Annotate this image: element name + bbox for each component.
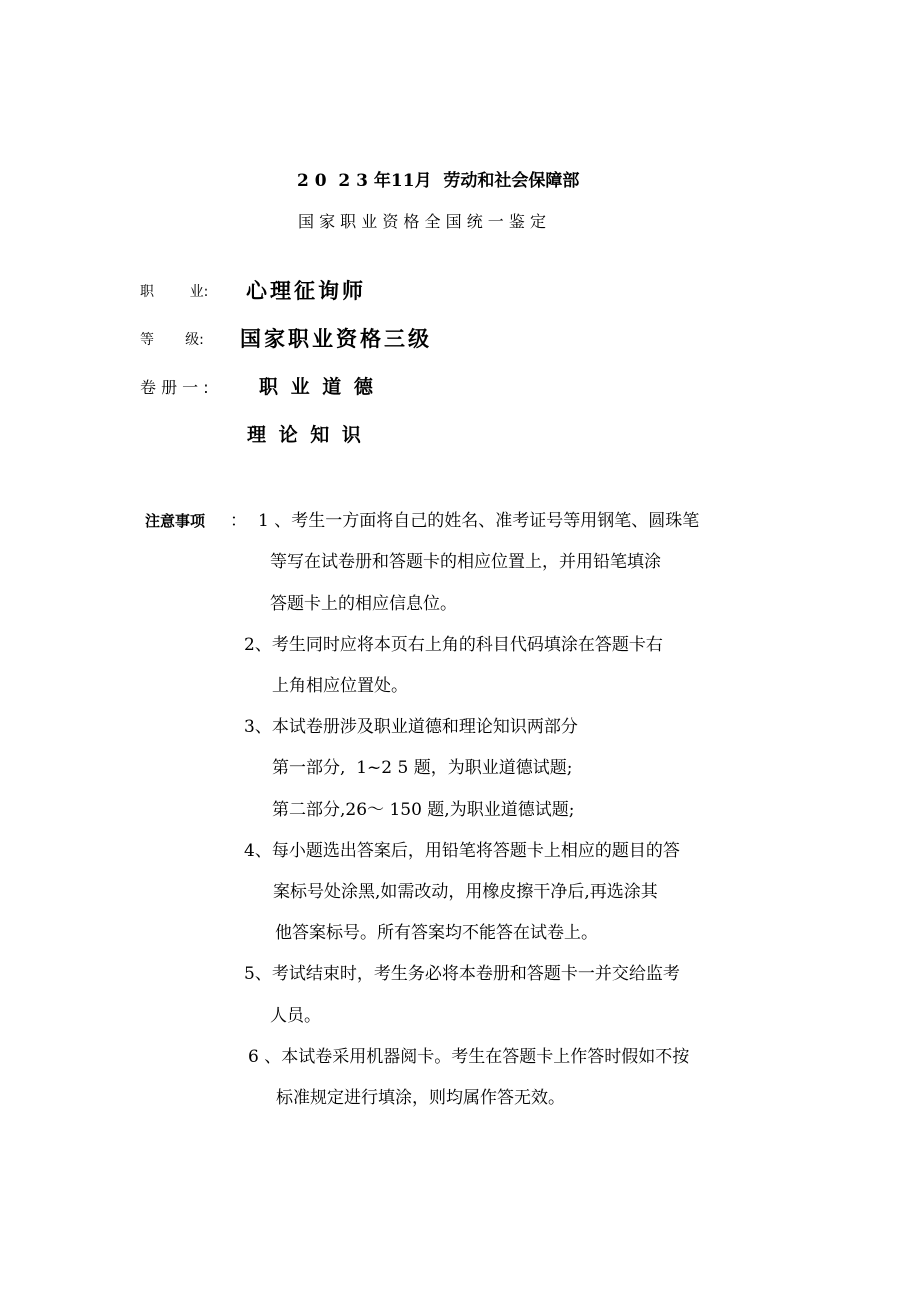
- note-line: 第一部分, 1~2 5 题，为职业道德试题;: [272, 758, 573, 778]
- volume-value-1: 职 业 道 德: [259, 376, 376, 398]
- note-line: 案标号处涂黑,如需改动，用橡皮擦干净后,再选涂其: [273, 882, 658, 902]
- level-value: 国家职业资格三级: [240, 327, 432, 351]
- note-line: 等写在试卷册和答题卡的相应位置上，并用铅笔填涂: [270, 552, 661, 572]
- volume-value-2: 理 论 知 识: [247, 424, 364, 446]
- note-line: 上角相应位置处。: [272, 676, 408, 696]
- note-line: 他答案标号。所有答案均不能答在试卷上。: [275, 923, 598, 943]
- note-line: 人员。: [270, 1006, 321, 1026]
- note-line: 5、考试结束时，考生务必将本卷册和答题卡一并交给监考: [244, 964, 680, 984]
- occupation-value: 心理征询师: [246, 279, 366, 303]
- note-line: 第二部分,26～ 150 题,为职业道德试题;: [272, 800, 575, 820]
- notes-colon: ：: [230, 511, 247, 531]
- occupation-label: 职 业:: [140, 284, 209, 300]
- note-line: 2、考生同时应将本页右上角的科目代码填涂在答题卡右: [244, 635, 663, 655]
- level-label: 等 级:: [140, 332, 204, 348]
- header-line-1: 2 0 2 3 年11月 劳动和社会保障部: [297, 171, 580, 191]
- volume-label: 卷 册 一 :: [140, 378, 209, 397]
- notes-title: 注意事项: [145, 512, 206, 530]
- note-line: 4、每小题选出答案后，用铅笔将答题卡上相应的题目的答: [244, 841, 680, 861]
- note-line: 6 、本试卷采用机器阅卡。考生在答题卡上作答时假如不按: [248, 1047, 690, 1067]
- note-line: 1 、考生一方面将自己的姓名、准考证号等用钢笔、圆珠笔: [258, 511, 700, 531]
- header-line-2: 国 家 职 业 资 格 全 国 统 一 鉴 定: [298, 212, 546, 231]
- note-line: 答题卡上的相应信息位。: [270, 594, 457, 614]
- note-line: 3、本试卷册涉及职业道德和理论知识两部分: [244, 717, 578, 737]
- note-line: 标准规定进行填涂，则均属作答无效。: [276, 1088, 565, 1108]
